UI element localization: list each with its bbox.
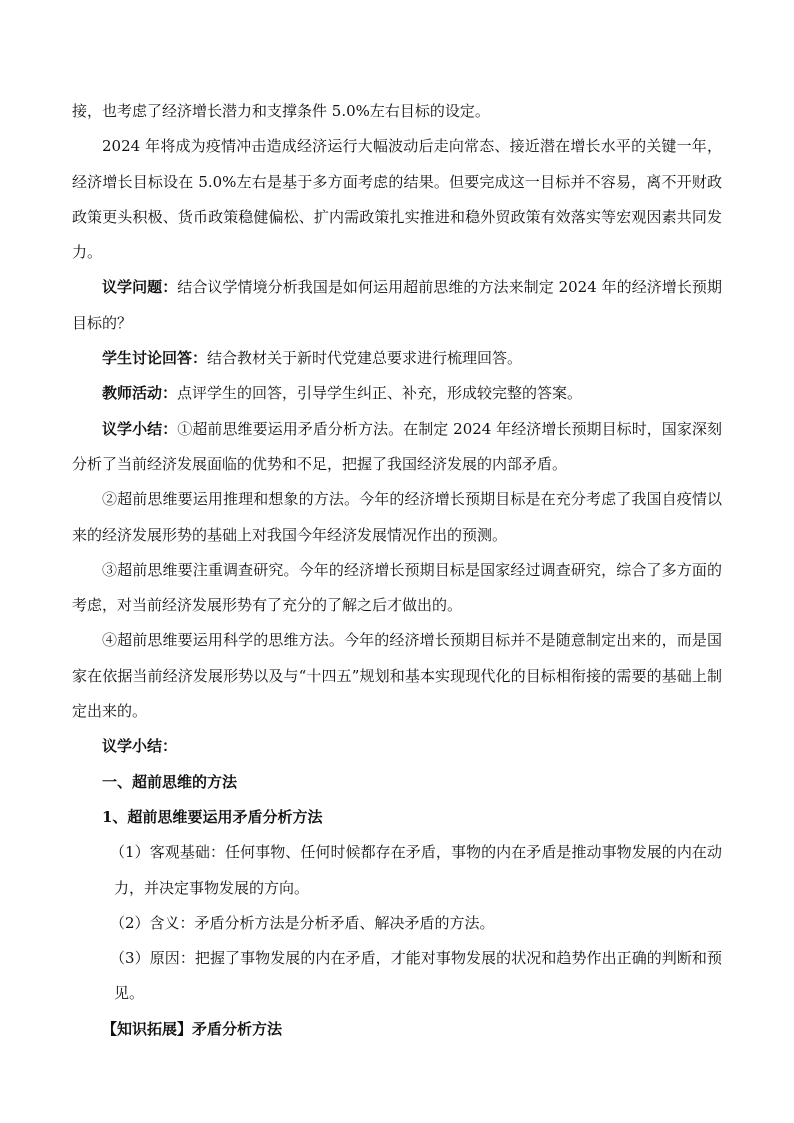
list-item (72, 835, 722, 906)
student-text: 结合教材关于新时代党建总要求进行梳理回答。 (207, 349, 523, 368)
question-label: 议学问题： (102, 278, 178, 297)
list-item-text: 含义：矛盾分析方法是分析矛盾、解决矛盾的方法。 (149, 913, 495, 932)
list-item-number: （3） (110, 949, 150, 968)
student-label: 学生讨论回答： (102, 349, 208, 368)
summary-label: 议学小结： (102, 419, 178, 438)
question-text: 结合议学情境分析我国是如何运用超前思维的方法来制定 2024 年的经济增长预期目标的？ (72, 278, 722, 332)
paragraph-question (72, 270, 722, 341)
paragraph-continuation: 接，也考虑了经济增长潜力和支撑条件 5.0%左右目标的设定。 (72, 102, 490, 120)
paragraph-point-2: ②超前思维要运用推理和想象的方法。今年的经济增长预期目标是在充分考虑了我国自疫情以来的经济发展形势的基础上对我国今年经济发展情况作出的预测。 (72, 490, 722, 544)
paragraph-point-3: ③超前思维要注重调查研究。今年的经济增长预期目标是国家经过调查研究，综合了多方面的考虑，对当前经济发展形势有了充分的了解之后才做出的。 (72, 560, 722, 615)
teacher-text: 点评学生的回答，引导学生纠正、补充，形成较完整的答案。 (177, 384, 583, 403)
document-page (72, 94, 722, 1047)
paragraph-teacher (72, 376, 722, 411)
paragraph-student (72, 341, 722, 376)
summary-heading: 议学小结： (102, 737, 178, 756)
teacher-label: 教师活动： (102, 384, 178, 403)
summary-text: ①超前思维要运用矛盾分析方法。在制定 2024 年经济增长预期目标时，国家深刻分析了当前经济发展面临的优势和不足，把握了我国经济发展的内部矛盾。 (72, 419, 722, 473)
subsection-heading: 1、超前思维要运用矛盾分析方法 (102, 807, 323, 826)
paragraph-summary (72, 412, 722, 483)
list-item (72, 941, 722, 1012)
paragraph-context: 2024 年将成为疫情冲击造成经济运行大幅波动后走向常态、接近潜在增长水平的关键一年，经济增长目标设在 5.0%左右是基于多方面考虑的结果。但要完成这一目标并不容易，离不开财政政策更头积极、货币政策稳健偏松、扩内需政策扎实推进和稳外贸政策有效落实等宏观因素共同发力。 (72, 137, 722, 262)
list-item-number: （1） (110, 843, 150, 862)
paragraph-point-4: ④超前思维要运用科学的思维方法。今年的经济增长预期目标并不是随意制定出来的，而是国家在依据当前经济发展形势以及与“十四五”规划和基本实现现代化的目标相衔接的需要的基础上制定出来的。 (72, 631, 722, 721)
section-heading: 一、超前思维的方法 (102, 772, 238, 791)
knowledge-extension-heading: 【知识拓展】矛盾分析方法 (102, 1019, 283, 1038)
list-item-number: （2） (110, 913, 150, 932)
list-item-text: 原因：把握了事物发展的内在矛盾，才能对事物发展的状况和趋势作出正确的判断和预见。 (114, 949, 722, 1003)
list-item-text: 客观基础：任何事物、任何时候都存在矛盾，事物的内在矛盾是推动事物发展的内在动力，并决定事物发展的方向。 (114, 843, 722, 897)
list-item (72, 906, 722, 941)
